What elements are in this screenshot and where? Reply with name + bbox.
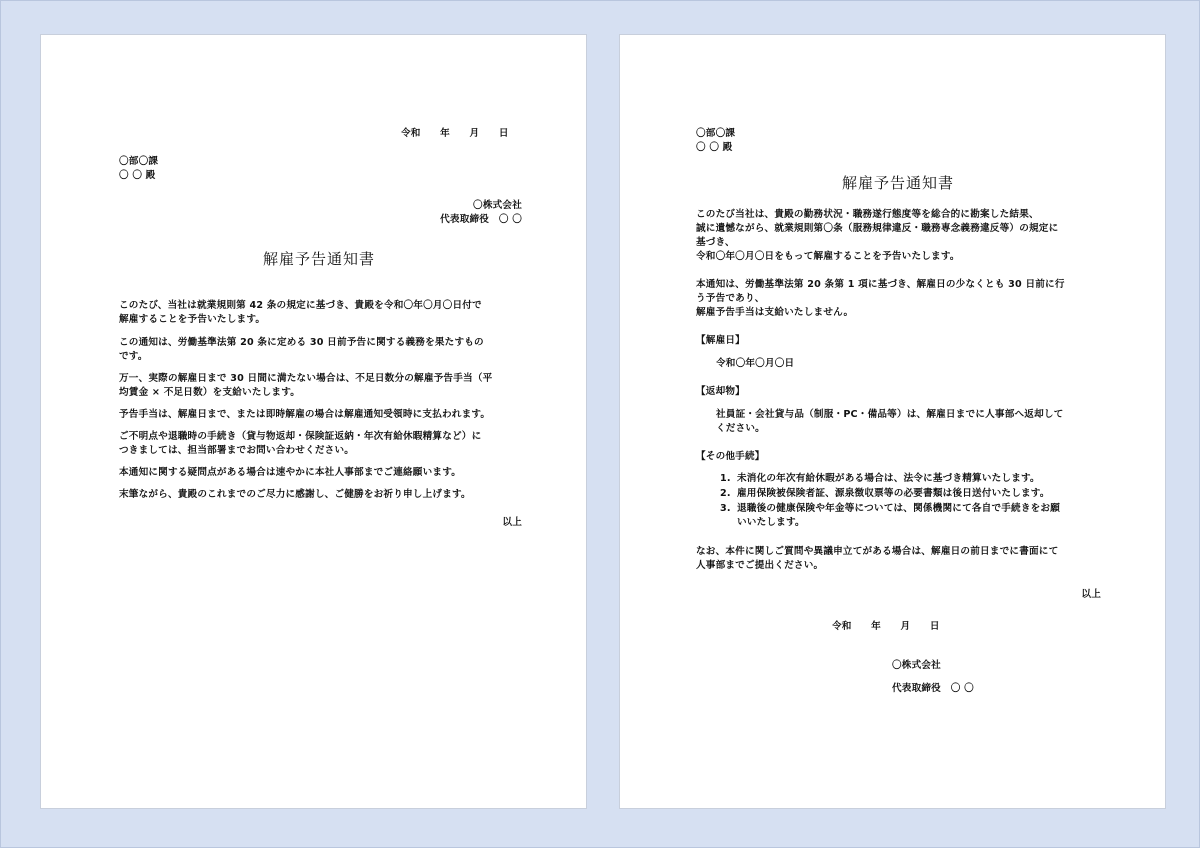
- date-line: 令和 年 月 日: [832, 621, 940, 632]
- paragraph-line: 解雇することを予告いたします。: [119, 314, 266, 325]
- inquiry-line: 人事部までご提出ください。: [696, 560, 824, 571]
- return-heading: 【返却物】: [696, 386, 745, 397]
- intro-line: 基づき、: [696, 237, 735, 248]
- list-number: 2.: [720, 488, 731, 499]
- document-page-right: [619, 34, 1166, 809]
- document-page-left: [40, 34, 587, 809]
- paragraph-line: 末筆ながら、貴殿のこれまでのご尽力に感謝し、ご健勝をお祈り申し上げます。: [119, 489, 471, 500]
- paragraph-line: 均賃金 × 不足日数）を支給いたします。: [119, 387, 301, 398]
- return-line: 社員証・会社貸与品（制服・PC・備品等）は、解雇日までに人事部へ返却して: [716, 409, 1064, 420]
- recipient-department: 〇部〇課: [696, 128, 736, 139]
- dismissal-date: 令和〇年〇月〇日: [716, 358, 795, 369]
- paragraph-line: です。: [119, 351, 148, 362]
- list-number: 1.: [720, 473, 731, 484]
- list-number: 3.: [720, 503, 731, 514]
- sender-representative: 代表取締役 〇 〇: [892, 683, 974, 694]
- document-title: 解雇予告通知書: [263, 250, 376, 268]
- return-line: ください。: [716, 423, 765, 434]
- notice-line: 解雇予告手当は支給いたしません。: [696, 307, 854, 318]
- list-item: 雇用保険被保険者証、源泉徴収票等の必要書類は後日送付いたします。: [737, 488, 1050, 499]
- recipient-department: 〇部〇課: [119, 156, 159, 167]
- list-item-continued: いいたします。: [737, 517, 805, 528]
- sender-company: 〇株式会社: [892, 660, 941, 671]
- paragraph-line: ご不明点や退職時の手続き（貸与物返却・保険証返納・年次有給休暇精算など）に: [119, 431, 482, 442]
- inquiry-line: なお、本件に関しご質問や異議申立てがある場合は、解雇日の前日までに書面にて: [696, 546, 1059, 557]
- sender-company: 〇株式会社: [473, 200, 522, 211]
- notice-line: 本通知は、労働基準法第 20 条第 1 項に基づき、解雇日の少なくとも 30 日前に行: [696, 279, 1065, 290]
- paragraph-line: このたび、当社は就業規則第 42 条の規定に基づき、貴殿を令和〇年〇月〇日付で: [119, 300, 482, 311]
- sender-representative: 代表取締役 〇 〇: [440, 214, 522, 225]
- intro-line: 誠に遺憾ながら、就業規則第〇条（服務規律違反・職務専念義務違反等）の規定に: [696, 223, 1059, 234]
- intro-line: 令和〇年〇月〇日をもって解雇することを予告いたします。: [696, 251, 960, 262]
- document-title: 解雇予告通知書: [842, 174, 955, 192]
- notice-line: う予告であり、: [696, 293, 765, 304]
- dismissal-date-heading: 【解雇日】: [696, 335, 745, 346]
- closing-text: 以上: [502, 517, 522, 528]
- closing-text: 以上: [1081, 589, 1101, 600]
- other-procedures-heading: 【その他手続】: [696, 451, 765, 462]
- paragraph-line: 予告手当は、解雇日まで、または即時解雇の場合は解雇通知受領時に支払われます。: [119, 409, 491, 420]
- recipient-name: 〇 〇 殿: [119, 170, 156, 181]
- list-item: 退職後の健康保険や年金等については、関係機関にて各自で手続きをお願: [737, 503, 1061, 514]
- list-item: 未消化の年次有給休暇がある場合は、法令に基づき精算いたします。: [737, 473, 1040, 484]
- recipient-name: 〇 〇 殿: [696, 142, 733, 153]
- paragraph-line: この通知は、労働基準法第 20 条に定める 30 日前予告に関する義務を果たすもの: [119, 337, 484, 348]
- paragraph-line: 万一、実際の解雇日まで 30 日間に満たない場合は、不足日数分の解雇予告手当（平: [119, 373, 493, 384]
- paragraph-line: つきましては、担当部署までお問い合わせください。: [119, 445, 355, 456]
- intro-line: このたび当社は、貴殿の勤務状況・職務遂行態度等を総合的に勘案した結果、: [696, 209, 1039, 220]
- paragraph-line: 本通知に関する疑問点がある場合は速やかに本社人事部までご連絡願います。: [119, 467, 462, 478]
- date-line: 令和 年 月 日: [401, 128, 509, 139]
